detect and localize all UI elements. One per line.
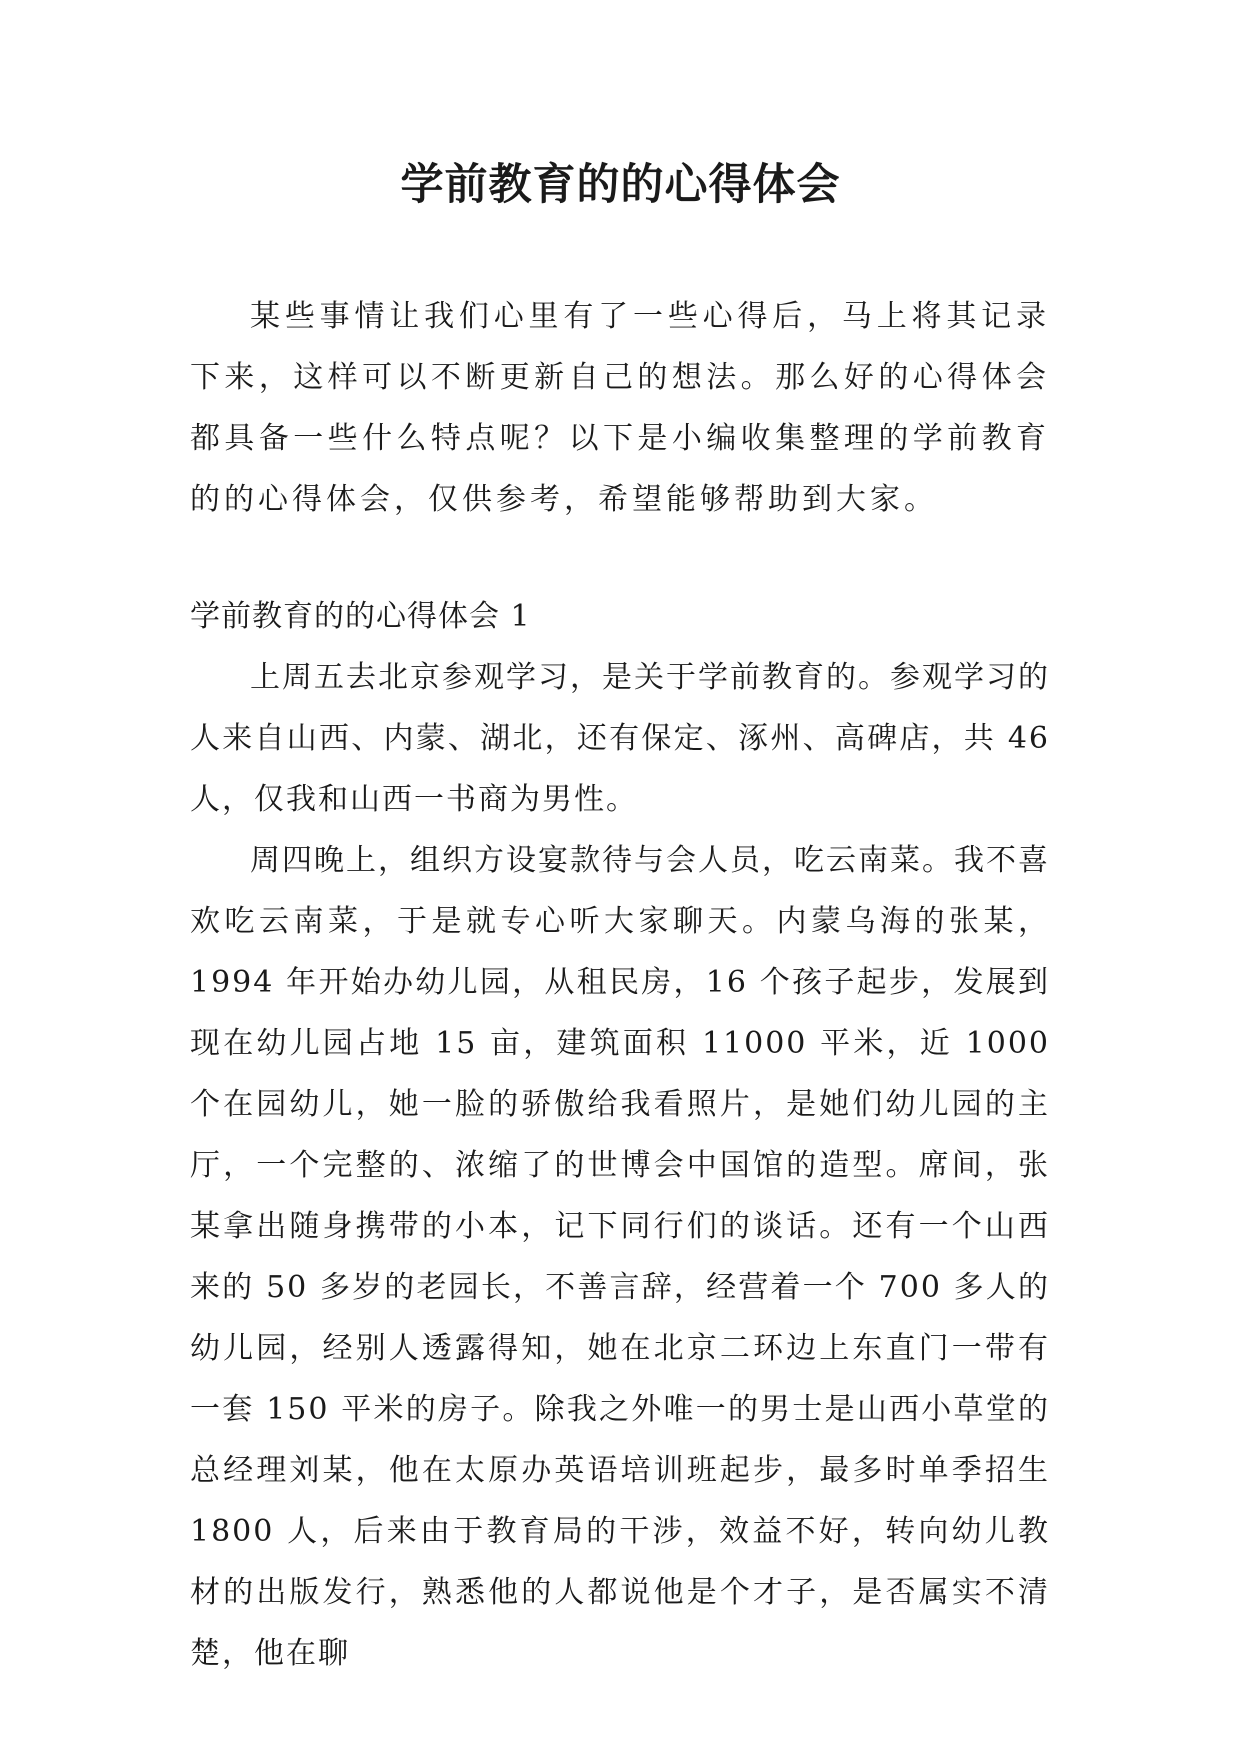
body-paragraph: 上周五去北京参观学习，是关于学前教育的。参观学习的人来自山西、内蒙、湖北，还有保定、涿州、高碑店，共 46 人，仅我和山西一书商为男性。 [190,660,1050,817]
intro-paragraph: 某些事情让我们心里有了一些心得后，马上将其记录下来，这样可以不断更新自己的想法。那么好的心得体会都具备一些什么特点呢？以下是小编收集整理的学前教育的的心得体会，仅供参考，希望能够帮助到大家。 [190,299,1050,517]
body-paragraph: 周四晚上，组织方设宴款待与会人员，吃云南菜。我不喜欢吃云南菜，于是就专心听大家聊天。内蒙乌海的张某，1994 年开始办幼儿园，从租民房，16 个孩子起步，发展到现在幼儿园占地 15 亩，建筑面积 11000 平米，近 1000 个在园幼儿，她一脸的骄傲给我看照片，是她们幼儿园的主厅，一个完整的、浓缩了的世博会中国馆的造型。席间，张某拿出随身携带的小本，记下同行们的谈话。还有一个山西来的 50 多岁的老园长，不善言辞，经营着一个 700 多人的幼儿园，经别人透露得知，她在北京二环边上东直门一带有一套 150 平米的房子。除我之外唯一的男士是山西小草堂的总经理刘某，他在太原办英语培训班起步，最多时单季招生 1800 人，后来由于教育局的干涉，效益不好，转向幼儿教材的出版发行，熟悉他的人都说他是个才子，是否属实不清楚，他在聊 [190,843,1050,1671]
document-body [190,286,1050,1684]
document-title: 学前教育的的心得体会 [400,160,841,210]
section-heading: 学前教育的的心得体会 1 [190,599,531,634]
